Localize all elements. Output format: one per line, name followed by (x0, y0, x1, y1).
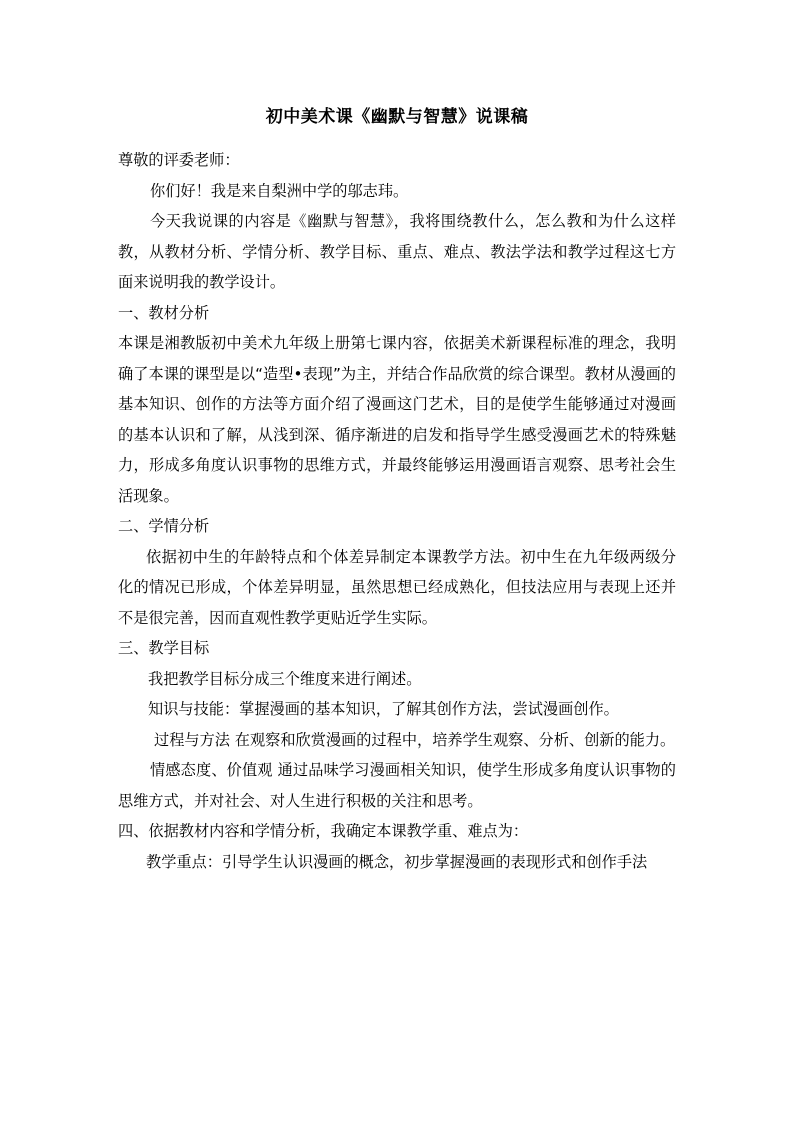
objective-attitude-paragraph: 情感态度、价值观 通过品味学习漫画相关知识，使学生形成多角度认识事物的思维方式，并对社会、对人生进行积极的关注和思考。 (118, 761, 676, 810)
document-body (118, 145, 676, 877)
intro-paragraph: 今天我说课的内容是《幽默与智慧》，我将围绕教什么，怎么教和为什么这样教，从教材分析、学情分析、教学目标、重点、难点、教法学法和教学过程这七方面来说明我的教学设计。 (118, 212, 676, 291)
section-heading-4: 四、依据教材内容和学情分析，我确定本课教学重、难点为： (118, 822, 529, 840)
salutation: 尊敬的评委老师： (118, 151, 240, 169)
objective-process-paragraph: 过程与方法 在观察和欣赏漫画的过程中，培养学生观察、分析、创新的能力。 (154, 730, 676, 749)
key-point-paragraph: 教学重点：引导学生认识漫画的概念，初步掌握漫画的表现形式和创作手法 (146, 852, 648, 871)
document-title: 初中美术课《幽默与智慧》说课稿 (265, 107, 529, 127)
objective-knowledge-paragraph: 知识与技能：掌握漫画的基本知识，了解其创作方法，尝试漫画创作。 (148, 700, 619, 718)
section-heading-1: 一、教材分析 (118, 303, 210, 322)
section-heading-3: 三、教学目标 (118, 639, 210, 657)
greeting-paragraph: 你们好！我是来自梨洲中学的邬志玮。 (150, 181, 409, 200)
section-heading-2: 二、学情分析 (118, 517, 210, 535)
textbook-analysis-paragraph: 本课是湘教版初中美术九年级上册第七课内容，依据美术新课程标准的理念，我明确了本课的课型是以“造型•表现”为主，并结合作品欣赏的综合课型。教材从漫画的基本知识、创作的方法等方面介绍了漫画这门艺术，目的是使学生能够通过对漫画的基本认识和了解，从浅到深、循序渐进的启发和指导学生感受漫画艺术的特殊魅力，形成多角度认识事物的思维方式，并最终能够运用漫画语言观察、思考社会生活现象。 (118, 334, 676, 505)
objectives-intro-paragraph: 我把教学目标分成三个维度来进行阐述。 (148, 669, 422, 688)
student-analysis-paragraph: 依据初中生的年龄特点和个体差异制定本课教学方法。初中生在九年级两级分化的情况已形成，个体差异明显，虽然思想已经成熟化，但技法应用与表现上还并不是很完善，因而直观性教学更贴近学生实际。 (118, 547, 676, 627)
